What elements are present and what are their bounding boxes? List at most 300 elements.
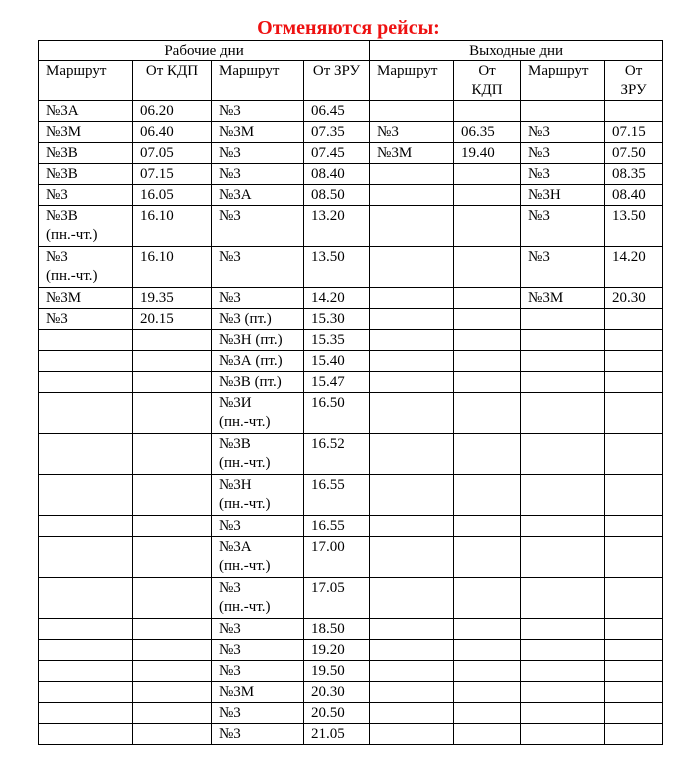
weekend-kdp-time-cell <box>454 393 521 434</box>
weekend-route-cell <box>521 247 605 288</box>
weekday-route-cell <box>39 537 133 578</box>
days-note: (пн.-чт.) <box>219 558 271 574</box>
cell-value: 20.50 <box>311 705 345 721</box>
weekends-header: Выходные дни <box>370 41 663 61</box>
weekend-route-cell <box>521 143 605 164</box>
weekend-kdp-time-cell <box>454 288 521 309</box>
weekday-route-cell <box>39 682 133 703</box>
weekend-zru-time-cell <box>605 682 663 703</box>
weekday-route-cell <box>212 475 304 516</box>
weekday-route-cell <box>212 393 304 434</box>
weekday-kdp-time-cell <box>133 682 212 703</box>
cell-value: №3 <box>219 103 241 119</box>
weekday-route-cell <box>212 661 304 682</box>
weekday-zru-time-cell <box>304 372 370 393</box>
weekend-route-cell <box>370 661 454 682</box>
table-row <box>39 434 663 475</box>
weekday-kdp-time-cell <box>133 206 212 247</box>
table-row <box>39 122 663 143</box>
weekend-kdp-time-cell <box>454 434 521 475</box>
weekday-zru-time-cell <box>304 578 370 619</box>
cell-value: №3 <box>219 580 241 596</box>
weekend-zru-time-cell <box>605 122 663 143</box>
col-header-from-kdp <box>454 61 521 101</box>
weekend-kdp-time-cell <box>454 351 521 372</box>
weekday-route-cell <box>212 640 304 661</box>
cell-value: 14.20 <box>311 290 345 306</box>
weekday-route-cell <box>39 661 133 682</box>
days-note: (пн.-чт.) <box>46 268 98 284</box>
cell-value: 16.52 <box>311 436 345 452</box>
col-header-line: ЗРУ <box>620 82 647 98</box>
cell-value: 08.50 <box>311 187 345 203</box>
weekday-route-cell <box>212 537 304 578</box>
cell-value: №3А <box>46 103 79 119</box>
cell-value: №3 <box>219 642 241 658</box>
cell-value: №3 <box>46 311 68 327</box>
weekend-zru-time-cell <box>605 724 663 745</box>
weekday-zru-time-cell <box>304 288 370 309</box>
weekend-route-cell <box>370 537 454 578</box>
table-row <box>39 309 663 330</box>
cell-value: №3 <box>219 145 241 161</box>
table-row <box>39 372 663 393</box>
cell-value: 13.50 <box>612 208 646 224</box>
weekday-kdp-time-cell <box>133 309 212 330</box>
weekday-route-cell <box>39 122 133 143</box>
weekday-zru-time-cell <box>304 206 370 247</box>
cell-value: 16.10 <box>140 249 174 265</box>
cell-value: 06.20 <box>140 103 174 119</box>
weekend-route-cell <box>370 164 454 185</box>
weekend-kdp-time-cell <box>454 330 521 351</box>
weekday-route-cell <box>212 122 304 143</box>
weekend-route-cell <box>370 434 454 475</box>
cell-value: №3 <box>219 518 241 534</box>
weekend-route-cell <box>370 330 454 351</box>
cell-value: №3 <box>219 705 241 721</box>
weekday-zru-time-cell <box>304 537 370 578</box>
cancelled-trips-table <box>38 40 663 745</box>
weekend-route-cell <box>521 288 605 309</box>
days-note: (пн.-чт.) <box>219 455 271 471</box>
cell-value: 07.05 <box>140 145 174 161</box>
cell-value: №3 <box>46 187 68 203</box>
table-row <box>39 724 663 745</box>
weekday-route-cell <box>212 309 304 330</box>
weekday-route-cell <box>212 619 304 640</box>
weekday-route-cell <box>212 703 304 724</box>
table-row <box>39 640 663 661</box>
weekend-kdp-time-cell <box>454 640 521 661</box>
cell-value: №3 <box>219 249 241 265</box>
weekday-route-cell <box>212 682 304 703</box>
weekday-kdp-time-cell <box>133 164 212 185</box>
weekend-route-cell <box>370 682 454 703</box>
days-note: (пн.-чт.) <box>219 414 271 430</box>
cell-value: 13.20 <box>311 208 345 224</box>
weekend-route-cell <box>521 372 605 393</box>
weekend-zru-time-cell <box>605 247 663 288</box>
cell-value: №3 <box>528 166 550 182</box>
weekday-route-cell <box>39 703 133 724</box>
weekday-route-cell <box>39 516 133 537</box>
cell-value: №3Н (пт.) <box>219 332 283 348</box>
weekend-route-cell <box>521 351 605 372</box>
weekend-kdp-time-cell <box>454 101 521 122</box>
weekday-kdp-time-cell <box>133 640 212 661</box>
table-row <box>39 288 663 309</box>
weekend-route-cell <box>370 475 454 516</box>
cell-value: 15.35 <box>311 332 345 348</box>
cell-value: 19.20 <box>311 642 345 658</box>
cell-value: №3М <box>219 124 255 140</box>
cell-value: №3М <box>219 684 255 700</box>
weekday-route-cell <box>39 351 133 372</box>
weekday-route-cell <box>39 101 133 122</box>
weekday-kdp-time-cell <box>133 578 212 619</box>
weekend-zru-time-cell <box>605 393 663 434</box>
cell-value: №3В <box>219 436 251 452</box>
weekend-zru-time-cell <box>605 516 663 537</box>
weekend-zru-time-cell <box>605 185 663 206</box>
col-header-route: Маршрут <box>39 61 133 101</box>
weekday-route-cell <box>212 578 304 619</box>
cell-value: №3 <box>528 208 550 224</box>
weekend-kdp-time-cell <box>454 372 521 393</box>
weekday-zru-time-cell <box>304 619 370 640</box>
weekday-zru-time-cell <box>304 661 370 682</box>
weekday-kdp-time-cell <box>133 101 212 122</box>
weekend-route-cell <box>370 101 454 122</box>
weekend-route-cell <box>370 393 454 434</box>
weekday-route-cell <box>39 578 133 619</box>
weekend-route-cell <box>370 351 454 372</box>
cell-value: №3М <box>46 290 82 306</box>
weekend-route-cell <box>370 724 454 745</box>
col-header-route: Маршрут <box>370 61 454 101</box>
weekend-zru-time-cell <box>605 661 663 682</box>
weekday-zru-time-cell <box>304 247 370 288</box>
cell-value: 20.30 <box>612 290 646 306</box>
cell-value: 07.35 <box>311 124 345 140</box>
weekend-route-cell <box>521 475 605 516</box>
cell-value: №3А <box>219 539 252 555</box>
weekend-route-cell <box>370 206 454 247</box>
col-header-line: От <box>624 63 643 79</box>
weekend-kdp-time-cell <box>454 247 521 288</box>
weekday-zru-time-cell <box>304 434 370 475</box>
weekend-kdp-time-cell <box>454 619 521 640</box>
weekday-kdp-time-cell <box>133 288 212 309</box>
weekend-route-cell <box>370 309 454 330</box>
cell-value: 16.50 <box>311 395 345 411</box>
weekend-route-cell <box>370 288 454 309</box>
cell-value: 15.47 <box>311 374 345 390</box>
weekday-route-cell <box>212 101 304 122</box>
cell-value: №3 <box>377 124 399 140</box>
cell-value: 13.50 <box>311 249 345 265</box>
cell-value: 14.20 <box>612 249 646 265</box>
cell-value: №3 (пт.) <box>219 311 272 327</box>
cell-value: №3 <box>528 124 550 140</box>
weekday-kdp-time-cell <box>133 724 212 745</box>
weekday-route-cell <box>39 206 133 247</box>
days-note: (пн.-чт.) <box>219 496 271 512</box>
weekend-route-cell <box>370 122 454 143</box>
table-row <box>39 682 663 703</box>
weekend-route-cell <box>521 578 605 619</box>
weekend-route-cell <box>521 393 605 434</box>
cell-value: 19.35 <box>140 290 174 306</box>
weekend-route-cell <box>370 247 454 288</box>
cell-value: №3 <box>219 290 241 306</box>
col-header-line: КДП <box>471 82 503 98</box>
weekday-kdp-time-cell <box>133 434 212 475</box>
weekday-route-cell <box>39 434 133 475</box>
weekend-zru-time-cell <box>605 164 663 185</box>
col-header-from-kdp: От КДП <box>133 61 212 101</box>
weekday-zru-time-cell <box>304 475 370 516</box>
weekday-zru-time-cell <box>304 143 370 164</box>
weekday-route-cell <box>39 185 133 206</box>
cell-value: №3Н <box>219 477 252 493</box>
table-row <box>39 661 663 682</box>
weekday-route-cell <box>39 288 133 309</box>
weekday-zru-time-cell <box>304 703 370 724</box>
weekend-route-cell <box>521 537 605 578</box>
table-row <box>39 475 663 516</box>
cell-value: №3А <box>219 187 252 203</box>
weekend-zru-time-cell <box>605 372 663 393</box>
weekday-route-cell <box>212 330 304 351</box>
weekend-zru-time-cell <box>605 330 663 351</box>
weekend-kdp-time-cell <box>454 206 521 247</box>
col-header-line: От <box>478 63 496 79</box>
weekday-zru-time-cell <box>304 309 370 330</box>
weekend-zru-time-cell <box>605 143 663 164</box>
table-row <box>39 516 663 537</box>
cell-value: №3 <box>219 621 241 637</box>
cell-value: №3В (пт.) <box>219 374 282 390</box>
cell-value: 21.05 <box>311 726 345 742</box>
weekend-kdp-time-cell <box>454 185 521 206</box>
table-body <box>39 41 663 745</box>
weekend-route-cell <box>521 703 605 724</box>
cell-value: №3 <box>46 249 68 265</box>
weekend-route-cell <box>370 185 454 206</box>
weekend-route-cell <box>521 185 605 206</box>
weekend-kdp-time-cell <box>454 537 521 578</box>
table-row <box>39 164 663 185</box>
weekend-kdp-time-cell <box>454 122 521 143</box>
cell-value: №3 <box>219 208 241 224</box>
cell-value: №3М <box>528 290 564 306</box>
table-row <box>39 393 663 434</box>
days-note: (пн.-чт.) <box>219 599 271 615</box>
col-header-from-zru: От ЗРУ <box>304 61 370 101</box>
weekday-kdp-time-cell <box>133 351 212 372</box>
weekend-kdp-time-cell <box>454 516 521 537</box>
cell-value: №3Н <box>528 187 561 203</box>
weekend-route-cell <box>521 724 605 745</box>
weekday-route-cell <box>212 288 304 309</box>
column-header-row <box>39 61 663 101</box>
days-note: (пн.-чт.) <box>46 227 98 243</box>
weekday-route-cell <box>212 206 304 247</box>
weekday-zru-time-cell <box>304 330 370 351</box>
cell-value: 15.40 <box>311 353 345 369</box>
weekend-kdp-time-cell <box>454 682 521 703</box>
weekday-route-cell <box>39 164 133 185</box>
cell-value: 20.30 <box>311 684 345 700</box>
weekday-kdp-time-cell <box>133 122 212 143</box>
cell-value: №3 <box>528 249 550 265</box>
cell-value: 16.05 <box>140 187 174 203</box>
table-row <box>39 537 663 578</box>
cell-value: 08.35 <box>612 166 646 182</box>
weekday-route-cell <box>39 475 133 516</box>
weekend-zru-time-cell <box>605 101 663 122</box>
group-header-row <box>39 41 663 61</box>
weekday-kdp-time-cell <box>133 475 212 516</box>
weekend-zru-time-cell <box>605 351 663 372</box>
weekend-route-cell <box>521 661 605 682</box>
cell-value: 20.15 <box>140 311 174 327</box>
weekend-zru-time-cell <box>605 578 663 619</box>
weekend-kdp-time-cell <box>454 143 521 164</box>
weekend-route-cell <box>370 703 454 724</box>
cell-value: 15.30 <box>311 311 345 327</box>
weekday-route-cell <box>212 434 304 475</box>
weekday-zru-time-cell <box>304 724 370 745</box>
weekend-zru-time-cell <box>605 206 663 247</box>
cell-value: 06.35 <box>461 124 495 140</box>
weekend-kdp-time-cell <box>454 724 521 745</box>
cell-value: 07.45 <box>311 145 345 161</box>
weekday-kdp-time-cell <box>133 393 212 434</box>
weekend-route-cell <box>521 516 605 537</box>
weekend-zru-time-cell <box>605 475 663 516</box>
cell-value: 07.15 <box>612 124 646 140</box>
weekend-kdp-time-cell <box>454 703 521 724</box>
weekend-kdp-time-cell <box>454 164 521 185</box>
weekend-zru-time-cell <box>605 309 663 330</box>
weekday-route-cell <box>39 372 133 393</box>
weekday-kdp-time-cell <box>133 703 212 724</box>
weekday-zru-time-cell <box>304 185 370 206</box>
cell-value: 19.40 <box>461 145 495 161</box>
cell-value: 06.45 <box>311 103 345 119</box>
weekend-route-cell <box>521 682 605 703</box>
cell-value: 07.50 <box>612 145 646 161</box>
cell-value: №3А (пт.) <box>219 353 283 369</box>
weekday-zru-time-cell <box>304 640 370 661</box>
weekday-route-cell <box>212 724 304 745</box>
table-row <box>39 185 663 206</box>
weekend-zru-time-cell <box>605 640 663 661</box>
cell-value: 19.50 <box>311 663 345 679</box>
weekend-route-cell <box>370 619 454 640</box>
weekend-route-cell <box>370 143 454 164</box>
weekend-route-cell <box>521 206 605 247</box>
weekend-route-cell <box>521 122 605 143</box>
table-row <box>39 206 663 247</box>
cell-value: 17.05 <box>311 580 345 596</box>
weekend-route-cell <box>370 640 454 661</box>
weekday-zru-time-cell <box>304 351 370 372</box>
weekday-route-cell <box>212 372 304 393</box>
cell-value: №3В <box>46 208 78 224</box>
weekday-route-cell <box>39 619 133 640</box>
table-row <box>39 703 663 724</box>
cell-value: 08.40 <box>311 166 345 182</box>
cell-value: №3 <box>528 145 550 161</box>
weekday-route-cell <box>39 143 133 164</box>
weekday-kdp-time-cell <box>133 619 212 640</box>
weekend-zru-time-cell <box>605 703 663 724</box>
cell-value: №3М <box>377 145 413 161</box>
weekday-route-cell <box>39 393 133 434</box>
cell-value: №3И <box>219 395 252 411</box>
table-row <box>39 578 663 619</box>
cell-value: 06.40 <box>140 124 174 140</box>
cell-value: №3В <box>46 145 78 161</box>
weekday-route-cell <box>39 724 133 745</box>
weekend-route-cell <box>370 578 454 619</box>
weekend-kdp-time-cell <box>454 578 521 619</box>
cell-value: 08.40 <box>612 187 646 203</box>
weekend-route-cell <box>521 619 605 640</box>
weekend-route-cell <box>521 434 605 475</box>
weekday-route-cell <box>39 330 133 351</box>
weekend-zru-time-cell <box>605 619 663 640</box>
weekend-zru-time-cell <box>605 288 663 309</box>
page-title: Отменяются рейсы: <box>257 17 440 39</box>
weekday-zru-time-cell <box>304 393 370 434</box>
weekend-route-cell <box>521 309 605 330</box>
weekend-route-cell <box>521 101 605 122</box>
table-row <box>39 619 663 640</box>
weekend-route-cell <box>370 372 454 393</box>
weekday-route-cell <box>39 640 133 661</box>
weekday-zru-time-cell <box>304 101 370 122</box>
cell-value: 16.10 <box>140 208 174 224</box>
weekday-kdp-time-cell <box>133 372 212 393</box>
col-header-route: Маршрут <box>521 61 605 101</box>
weekday-kdp-time-cell <box>133 537 212 578</box>
weekend-route-cell <box>370 516 454 537</box>
weekday-zru-time-cell <box>304 516 370 537</box>
weekday-route-cell <box>212 351 304 372</box>
weekday-route-cell <box>39 309 133 330</box>
weekday-kdp-time-cell <box>133 247 212 288</box>
weekend-zru-time-cell <box>605 434 663 475</box>
weekday-route-cell <box>212 164 304 185</box>
weekend-kdp-time-cell <box>454 309 521 330</box>
weekend-route-cell <box>521 330 605 351</box>
cell-value: 16.55 <box>311 477 345 493</box>
weekday-route-cell <box>39 247 133 288</box>
table-row <box>39 330 663 351</box>
weekday-zru-time-cell <box>304 682 370 703</box>
cell-value: №3М <box>46 124 82 140</box>
weekend-route-cell <box>521 640 605 661</box>
weekday-route-cell <box>212 516 304 537</box>
col-header-from-zru <box>605 61 663 101</box>
weekday-route-cell <box>212 247 304 288</box>
weekday-zru-time-cell <box>304 164 370 185</box>
